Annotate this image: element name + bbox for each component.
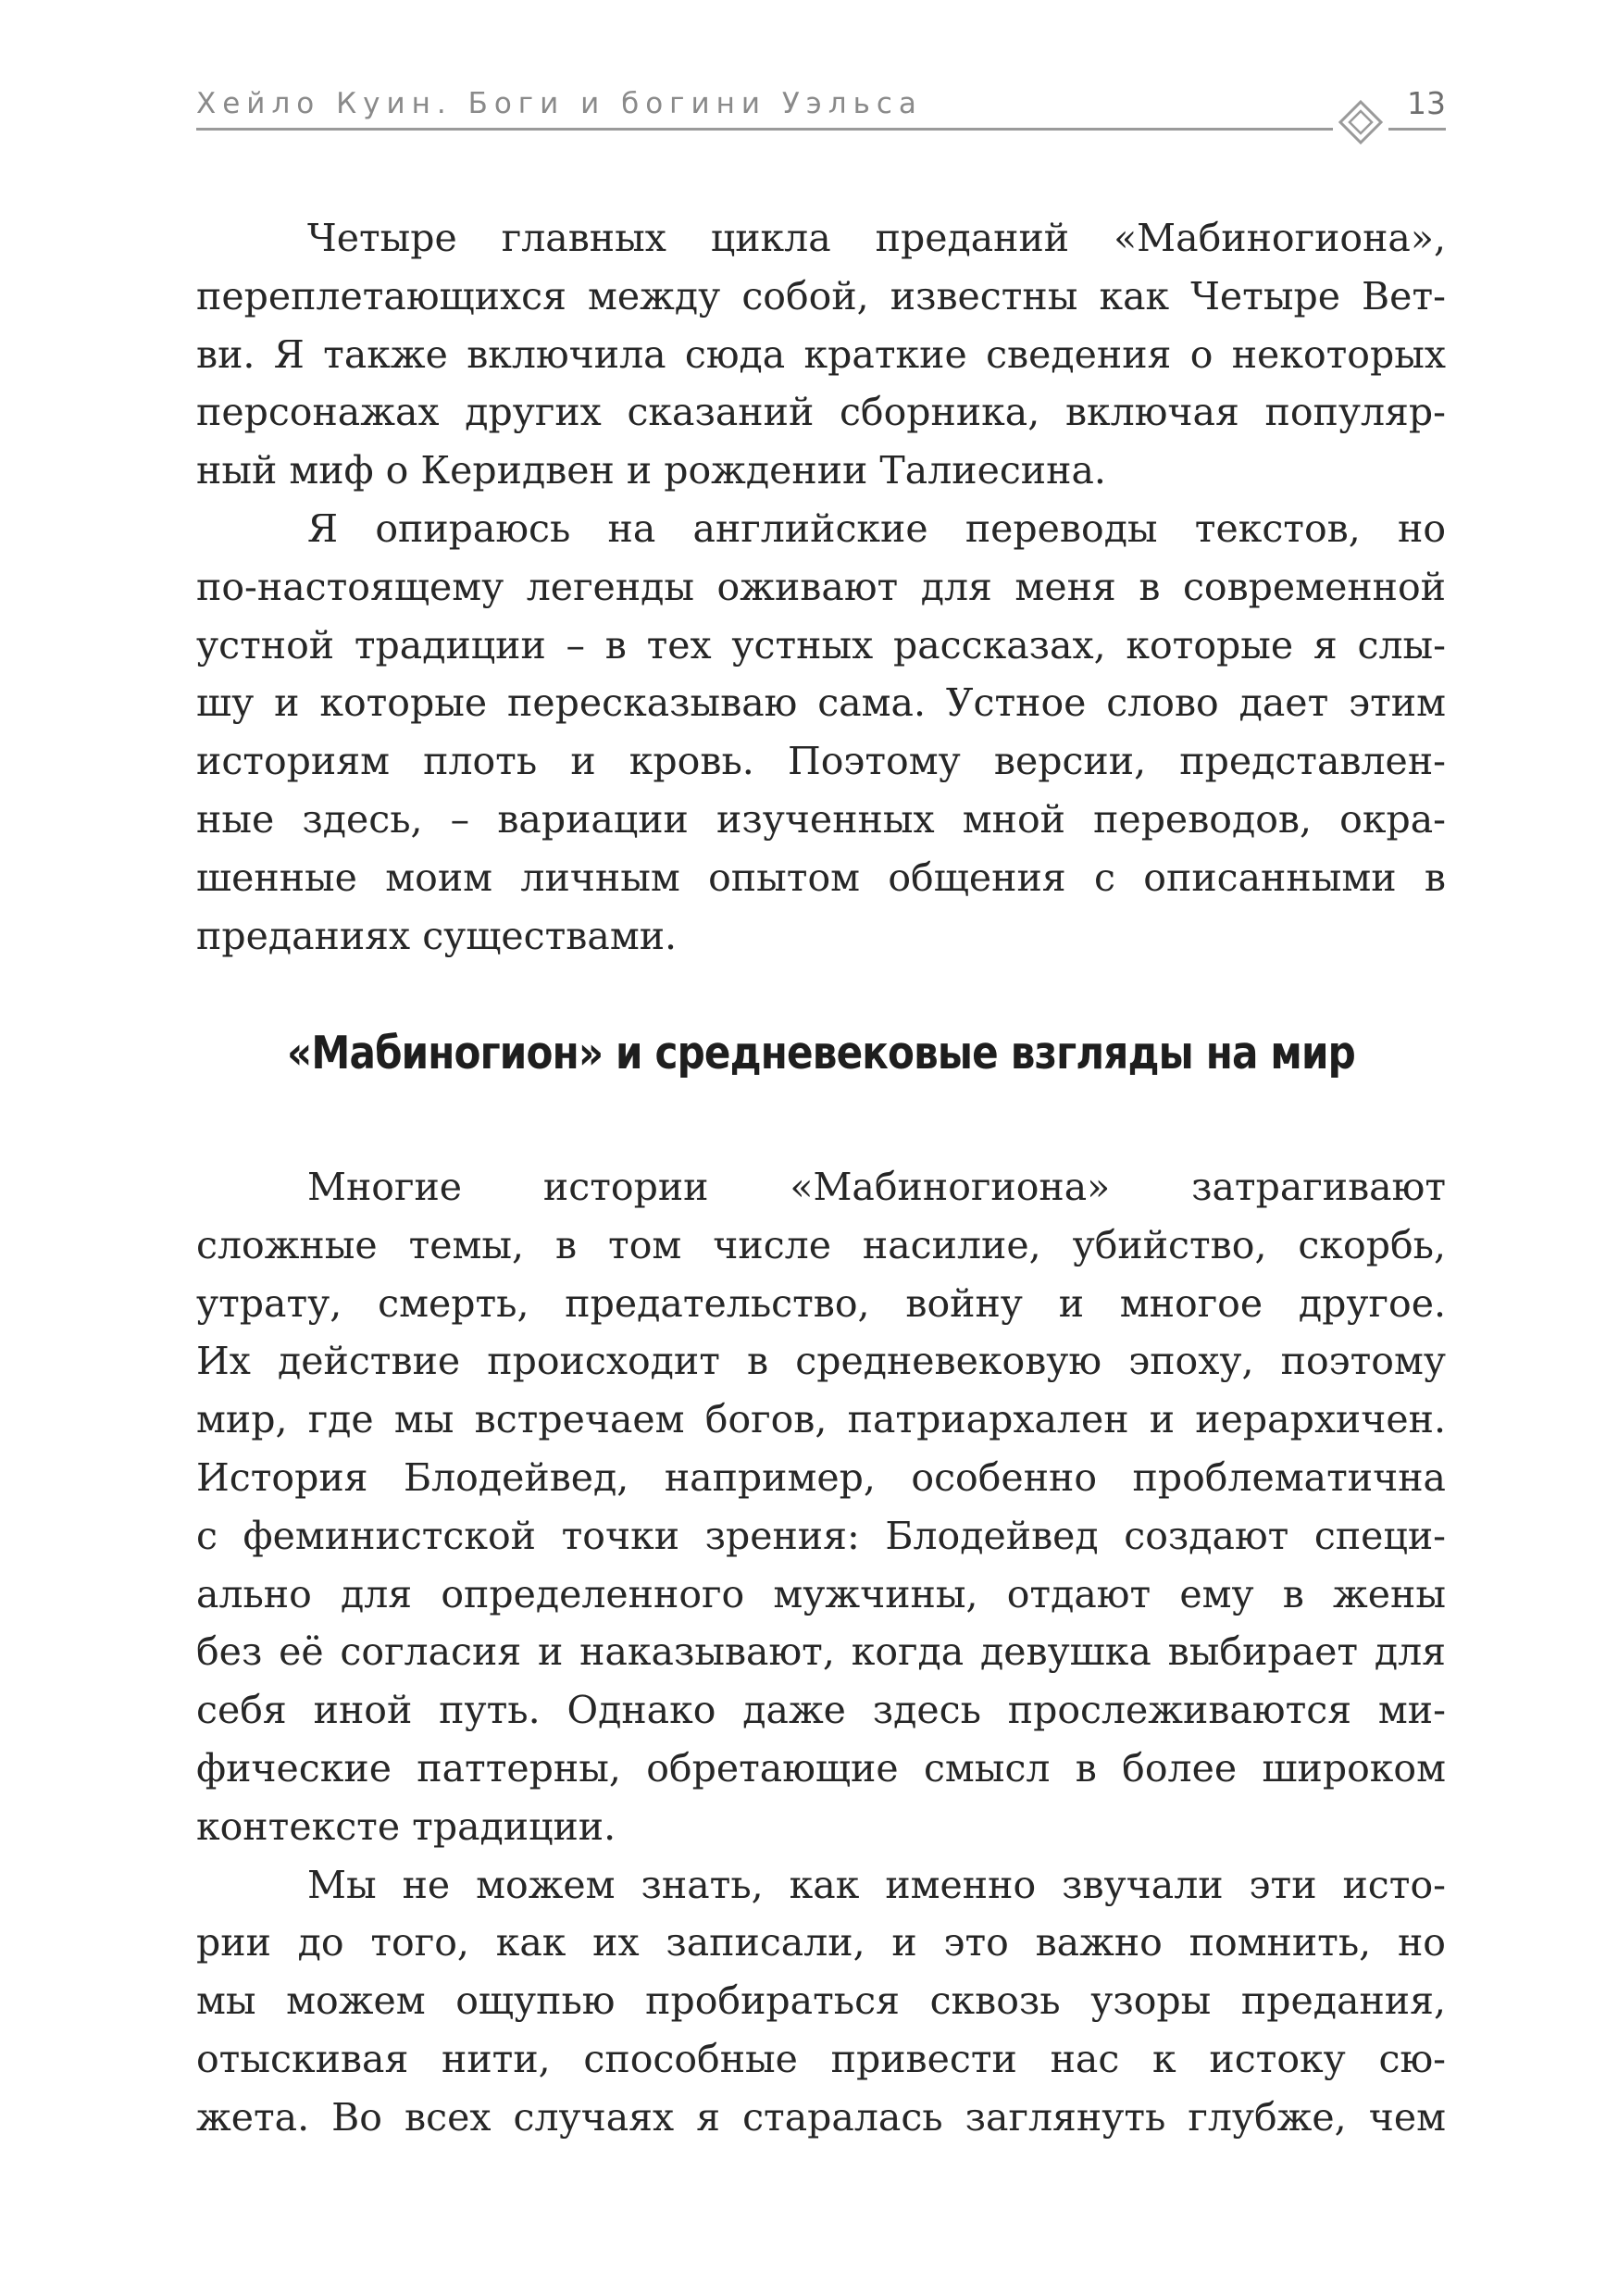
text-line: устной традиции – в тех устных рассказах, которые я слы- bbox=[196, 622, 1446, 668]
text-line: с феминистской точки зрения: Блодейвед создают специ- bbox=[196, 1513, 1446, 1558]
text-line: по-настоящему легенды оживают для меня в современной bbox=[196, 564, 1446, 609]
text-block-1 bbox=[196, 209, 1446, 965]
text-line: мир, где мы встречаем богов, патриархален и иерархичен. bbox=[196, 1397, 1446, 1442]
text-line: переплетающихся между собой, известны как Четыре Вет- bbox=[196, 273, 1446, 318]
text-line: ные здесь, – вариации изученных мной переводов, окра- bbox=[196, 796, 1446, 842]
text-line: фические паттерны, обретающие смысл в более широком bbox=[196, 1745, 1446, 1791]
text-line: Многие истории «Мабиногиона» затрагивают bbox=[307, 1165, 1446, 1209]
text-line: утрату, смерть, предательство, войну и многое другое. bbox=[196, 1280, 1446, 1326]
running-title: Хейло Куин. Боги и богини Уэльса bbox=[196, 87, 923, 120]
running-head bbox=[196, 85, 1446, 128]
text-line: сложные темы, в том числе насилие, убийство, скорбь, bbox=[196, 1222, 1446, 1267]
diamond-ornament-icon bbox=[1333, 96, 1388, 152]
text-line: шенные моим личным опытом общения с описанными в bbox=[196, 855, 1446, 900]
text-line: себя иной путь. Однако даже здесь прослеживаются ми- bbox=[196, 1688, 1446, 1733]
text-line: отыскивая нити, способные привести нас к истоку сю- bbox=[196, 2036, 1446, 2081]
text-line: История Блодейвед, например, особенно проблематична bbox=[196, 1454, 1446, 1500]
text-line: шу и которые пересказываю сама. Устное слово дает этим bbox=[196, 680, 1446, 726]
text-line: рии до того, как их записали, и это важно помнить, но bbox=[196, 1920, 1446, 1965]
text-line: без её согласия и наказывают, когда девушка выбирает для bbox=[196, 1629, 1446, 1675]
text-line: ный миф о Керидвен и рождении Талиесина. bbox=[196, 448, 1106, 493]
text-line: преданиях существами. bbox=[196, 913, 678, 958]
text-line: мы можем ощупью пробираться сквозь узоры предания, bbox=[196, 1978, 1446, 2024]
text-line: ально для определенного мужчины, отдают ему в жены bbox=[196, 1571, 1446, 1616]
text-line: историям плоть и кровь. Поэтому версии, представлен- bbox=[196, 739, 1446, 784]
text-line: персонажах других сказаний сборника, включая популяр- bbox=[196, 390, 1446, 435]
text-block-2 bbox=[196, 1158, 1446, 2147]
text-line: жета. Во всех случаях я старалась заглянуть глубже, чем bbox=[196, 2094, 1446, 2140]
text-line: Я опираюсь на английские переводы текстов, но bbox=[307, 505, 1446, 551]
text-line: Четыре главных цикла преданий «Мабиногиона», bbox=[307, 216, 1446, 260]
section-heading: «Мабиногион» и средневековые взгляды на мир bbox=[287, 1027, 1355, 1079]
header-rule bbox=[196, 128, 1446, 131]
text-line: ви. Я также включила сюда краткие сведения о некоторых bbox=[196, 331, 1446, 377]
page-number: 13 bbox=[1407, 85, 1446, 121]
text-line: Их действие происходит в средневековую эпоху, поэтому bbox=[196, 1339, 1446, 1384]
text-line: контексте традиции. bbox=[196, 1803, 616, 1849]
text-line: Мы не можем знать, как именно звучали эти исто- bbox=[307, 1862, 1446, 1907]
